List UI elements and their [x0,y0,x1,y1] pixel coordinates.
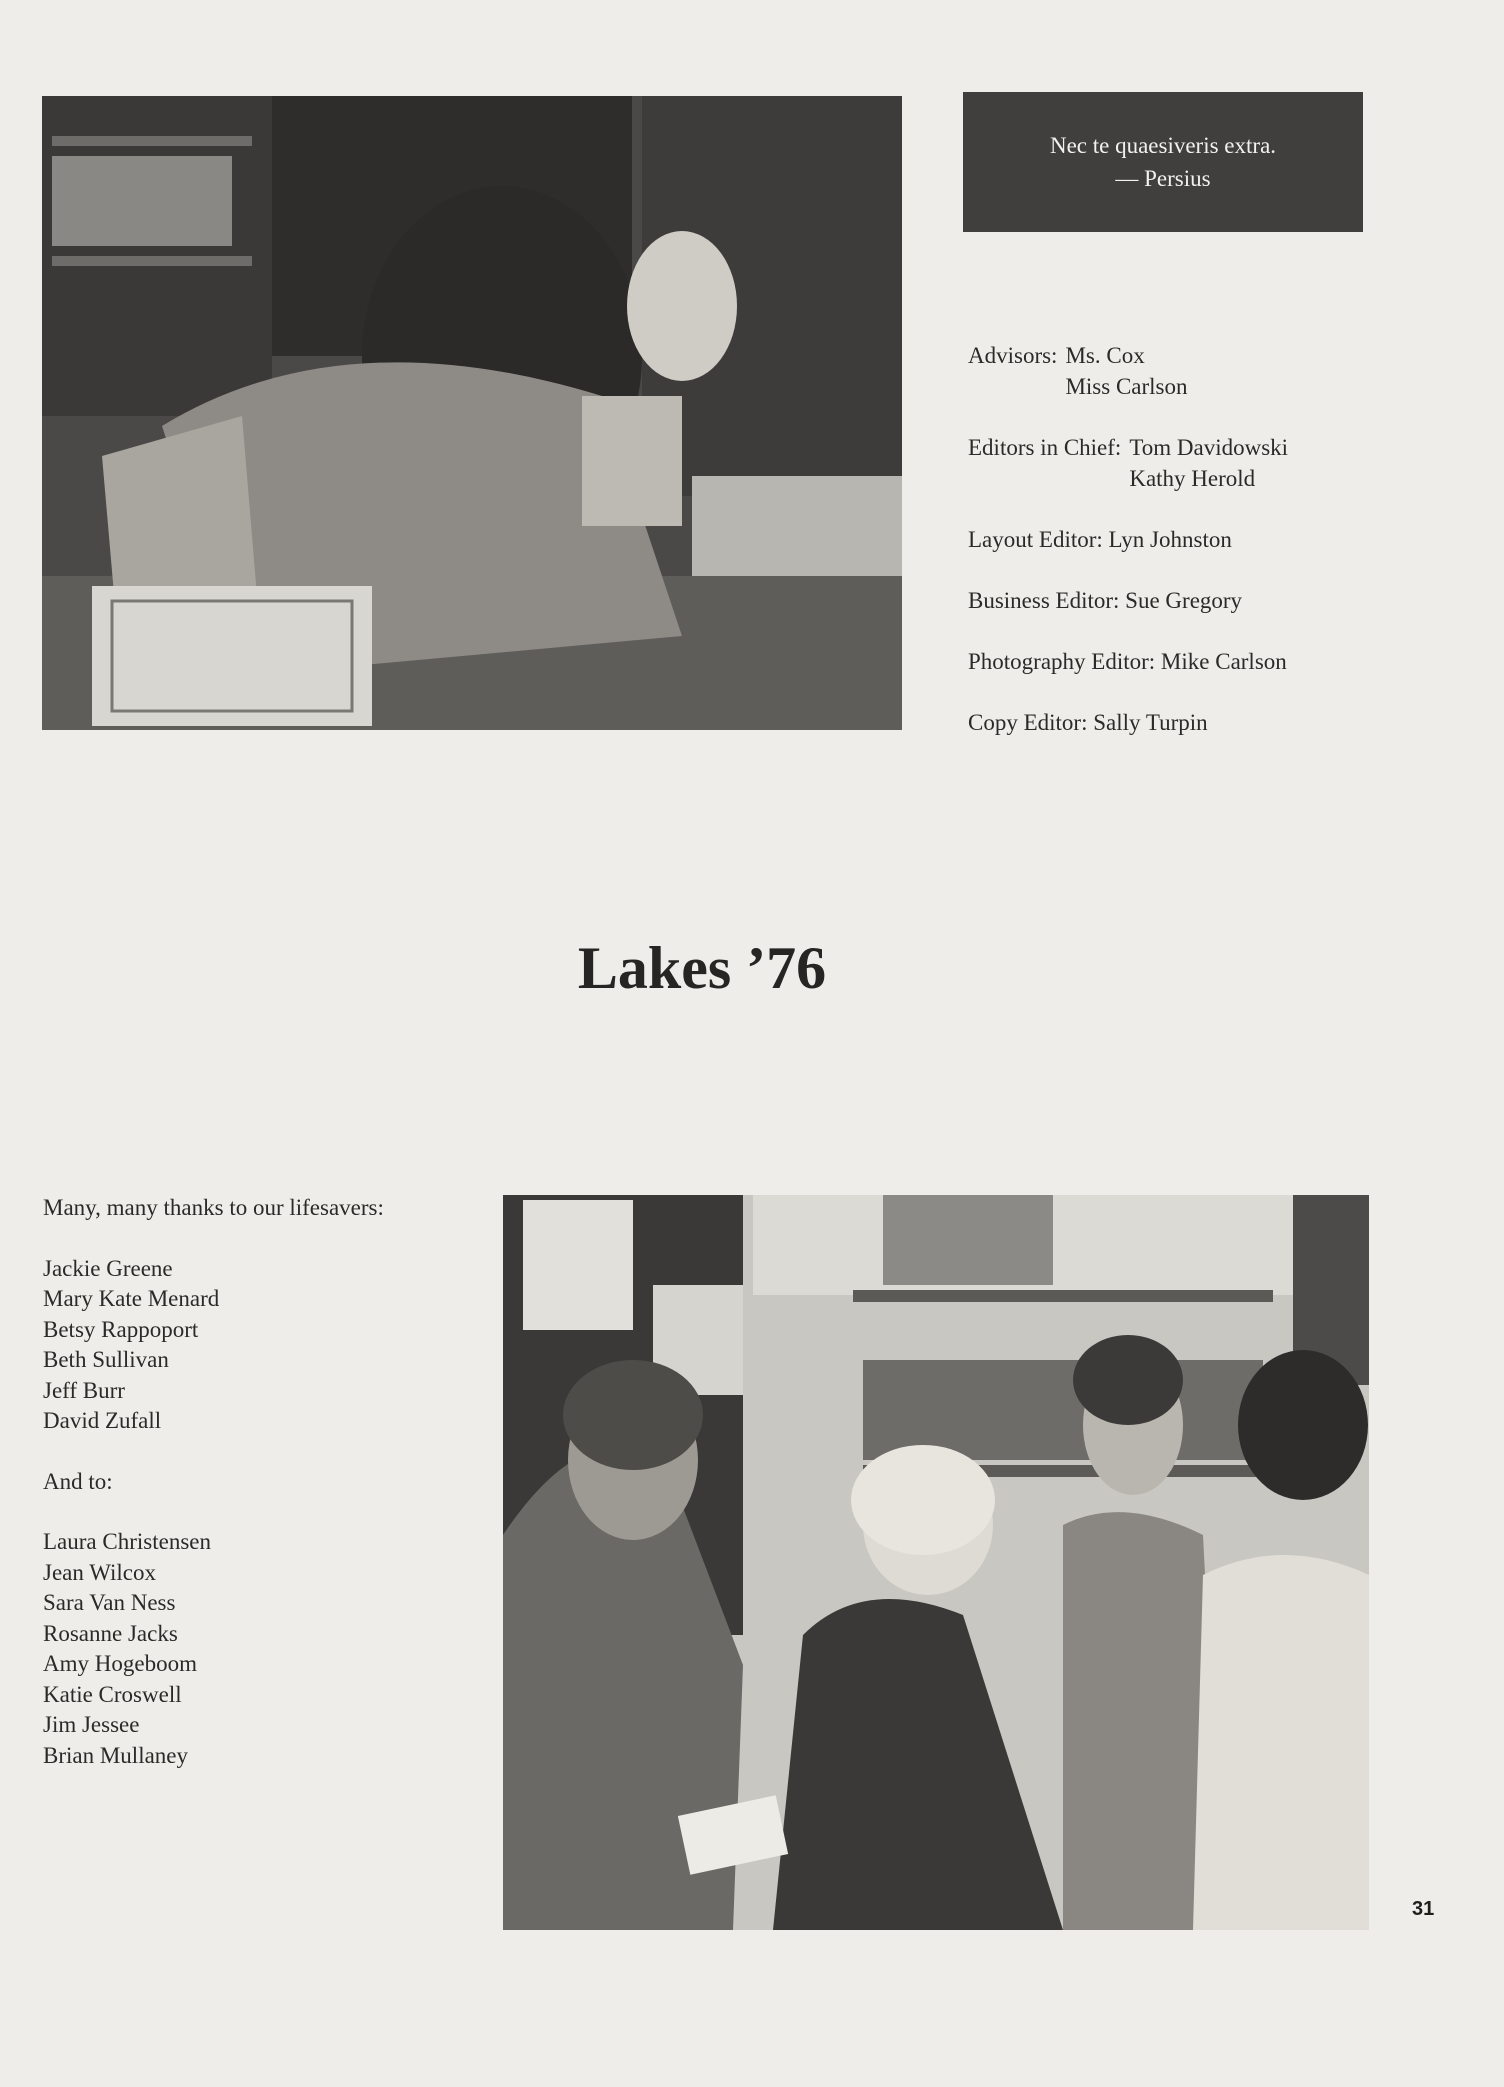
photo-girl-at-desk [42,96,902,730]
staff-credits [968,340,1388,768]
business-editor: Business Editor: Sue Gregory [968,588,1243,613]
layout-editor: Layout Editor: Lyn Johnston [968,527,1232,552]
copy-editor: Copy Editor: Sally Turpin [968,710,1208,735]
advisor-name: Miss Carlson [1065,374,1188,399]
thanks-name: Mary Kate Menard [43,1286,220,1311]
advisors-row [968,340,1388,402]
editors-names [1129,432,1288,494]
photo-students-group [503,1195,1369,1930]
thanks-name: Beth Sullivan [43,1347,169,1372]
thanks-name: Rosanne Jacks [43,1620,178,1646]
photo-girl-at-desk-image [42,96,902,730]
thanks-name: Betsy Rappoport [43,1316,199,1342]
thanks-name: Amy Hogeboom [43,1651,197,1676]
thanks-name: Laura Christensen [43,1529,211,1554]
advisors-label: Advisors: [968,343,1058,368]
thanks-name: David Zufall [43,1408,162,1433]
page-number: 31 [1412,1898,1435,1920]
quote-attribution: — Persius [1115,166,1211,191]
photo-students-group-image [503,1195,1369,1930]
thanks-name: Jackie Greene [43,1255,173,1281]
photography-editor: Photography Editor: Mike Carlson [968,649,1287,674]
thanks-name: Brian Mullaney [43,1742,188,1768]
quote-box [963,92,1363,232]
and-to-label: And to: [43,1468,113,1494]
thanks-name: Katie Croswell [43,1681,182,1707]
thanks-name: Sara Van Ness [43,1590,176,1615]
editors-label: Editors in Chief: [968,435,1122,460]
thanks-name: Jean Wilcox [43,1559,156,1585]
thanks-list [43,1193,483,1771]
editor-name: Kathy Herold [1129,466,1256,491]
thanks-heading: Many, many thanks to our lifesavers: [43,1195,384,1220]
advisor-name: Ms. Cox [1065,343,1145,368]
page-title: Lakes ’76 [577,935,827,1001]
thanks-name: Jim Jessee [43,1712,140,1737]
editors-row [968,432,1388,494]
advisors-names [1065,340,1187,402]
editor-name: Tom Davidowski [1129,435,1289,460]
thanks-name: Jeff Burr [43,1377,125,1403]
quote-text: Nec te quaesiveris extra. [1049,133,1277,158]
